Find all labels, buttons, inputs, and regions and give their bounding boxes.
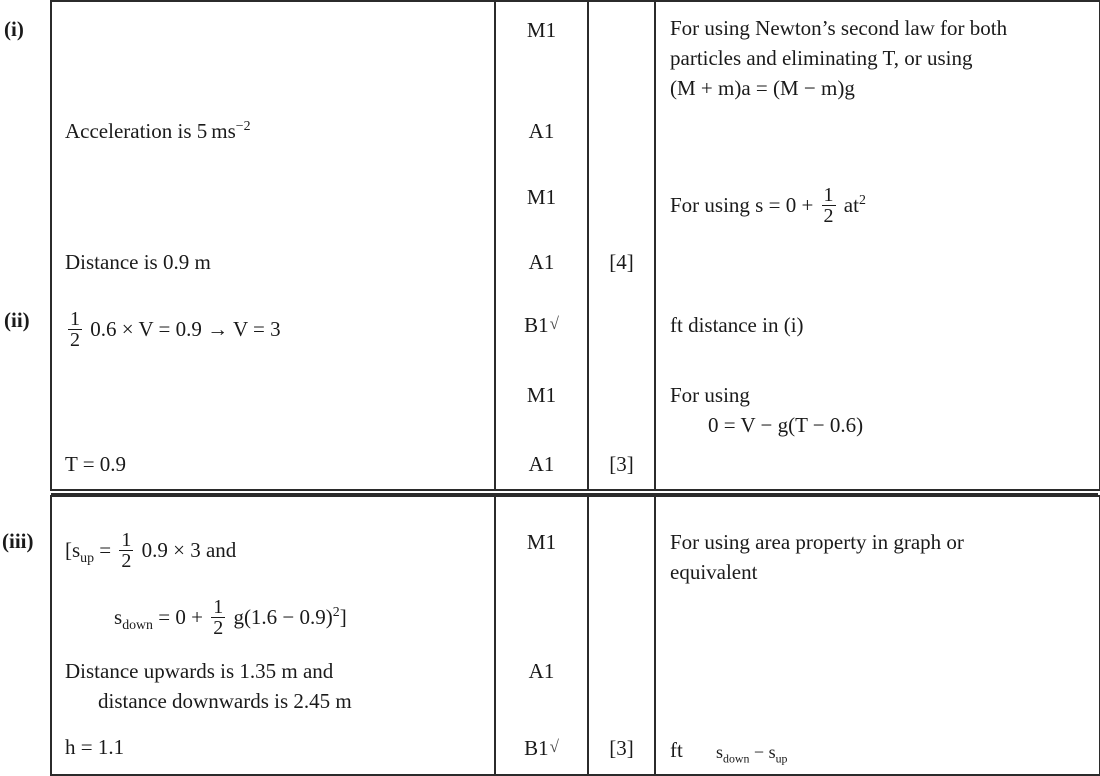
comments-cell-top	[655, 1, 1100, 490]
total-cell-top	[588, 1, 655, 490]
sup-subscript: up	[80, 550, 95, 566]
comment-newton-line3: (M + m)a = (M − m)g	[670, 76, 855, 100]
comment-ft-expression	[716, 742, 787, 764]
mark-m1-using: M1	[526, 383, 557, 407]
fraction-numerator: 1	[70, 308, 80, 330]
sdown-subscript: down	[122, 617, 153, 633]
comment-suvat-exponent: 2	[858, 192, 866, 207]
half-fraction-sdown	[211, 597, 225, 639]
mark-m1-newton: M1	[526, 18, 557, 42]
sdown-symbol: s	[114, 605, 123, 629]
working-cell-top	[51, 1, 495, 490]
answer-distance-line2: distance downwards is 2.45 m	[98, 689, 352, 713]
fraction-numerator: 1	[213, 596, 224, 618]
table-row	[0, 496, 1100, 775]
ft-minus-sign: −	[753, 742, 765, 762]
comments-cell-bottom	[655, 496, 1100, 775]
answer-distance-line1: Distance upwards is 1.35 m and	[65, 659, 334, 683]
tick-icon: √	[549, 313, 559, 333]
comment-for-using: For using	[670, 383, 750, 407]
ft-sup-subscript: up	[775, 751, 788, 766]
mark-cell-bottom	[495, 496, 588, 775]
working-cell-bottom	[51, 496, 495, 775]
fraction-denominator: 2	[121, 550, 132, 573]
sup-remainder: 0.9 × 3 and	[141, 538, 237, 562]
part-label-iii: (iii)	[2, 529, 34, 553]
part-label-cell-iii	[0, 496, 51, 775]
part-label-ii: (ii)	[4, 308, 30, 332]
tick-icon: √	[549, 736, 559, 756]
fraction-numerator: 1	[121, 529, 132, 551]
mark-b1-velocity	[496, 313, 587, 339]
comment-suvat	[670, 185, 866, 227]
sup-equals: =	[99, 538, 112, 562]
part-label-i: (i)	[4, 17, 24, 41]
ft-sup-symbol: s	[768, 742, 776, 762]
answer-velocity-equation	[65, 309, 281, 351]
half-fraction-ii	[68, 309, 82, 351]
ft-sdown-subscript: down	[723, 751, 750, 766]
fraction-numerator: 1	[823, 184, 834, 206]
total-part-i: [4]	[609, 250, 634, 274]
mark-scheme-table-bottom	[0, 495, 1100, 776]
comment-area-line2: equivalent	[670, 560, 758, 584]
answer-sup-equation	[65, 530, 236, 572]
acceleration-text: Acceleration is 5	[65, 119, 208, 143]
mark-a1-acceleration: A1	[528, 119, 555, 143]
half-fraction-i	[822, 185, 836, 227]
fraction-denominator: 2	[213, 617, 224, 640]
sdown-equals: = 0 +	[158, 605, 203, 629]
total-part-ii: [3]	[609, 452, 634, 476]
comment-area-line1: For using area property in graph or	[670, 530, 964, 554]
answer-distance: Distance is 0.9 m	[65, 250, 211, 274]
mark-a1-time: A1	[528, 452, 555, 476]
comment-ft-distance: ft distance in (i)	[670, 313, 804, 337]
half-fraction-sup	[119, 530, 133, 572]
table-row	[0, 1, 1100, 490]
mark-a1-distances: A1	[528, 659, 555, 683]
mark-b1-velocity-code: B1	[524, 313, 549, 337]
comment-suvat-equation: 0 = V − g(T − 0.6)	[708, 413, 864, 437]
total-part-iii: [3]	[609, 736, 634, 760]
mark-m1-area: M1	[526, 530, 557, 554]
sdown-remainder: g(1.6 − 0.9)	[233, 605, 333, 629]
comment-newton-line1: For using Newton’s second law for both	[670, 16, 1008, 40]
mark-b1-height-code: B1	[524, 736, 549, 760]
velocity-equation-text: 0.6 × V = 0.9 → V = 3	[90, 317, 281, 341]
fraction-denominator: 2	[70, 329, 80, 352]
comment-newton-line2: particles and eliminating T, or using	[670, 46, 973, 70]
answer-sdown-equation	[114, 597, 347, 639]
comment-ft-label	[670, 738, 683, 764]
acceleration-exponent: −2	[235, 118, 251, 133]
total-cell-bottom	[588, 496, 655, 775]
answer-acceleration	[65, 119, 251, 145]
part-label-cell	[0, 1, 51, 490]
ft-text: ft	[670, 738, 683, 762]
mark-m1-suvat: M1	[526, 185, 557, 209]
sup-open-bracket: [s	[65, 538, 81, 562]
mark-b1-height	[496, 736, 587, 762]
mark-a1-distance: A1	[528, 250, 555, 274]
answer-time: T = 0.9	[65, 452, 127, 476]
fraction-denominator: 2	[823, 205, 834, 228]
mark-cell-top	[495, 1, 588, 490]
ft-sdown-symbol: s	[716, 742, 724, 762]
answer-height: h = 1.1	[65, 735, 125, 759]
acceleration-unit: ms	[211, 119, 236, 143]
comment-suvat-prefix: For using s = 0 +	[670, 193, 814, 217]
sdown-exponent: 2	[332, 604, 340, 619]
comment-suvat-suffix: at	[843, 193, 859, 217]
sdown-close-bracket: ]	[339, 605, 347, 629]
